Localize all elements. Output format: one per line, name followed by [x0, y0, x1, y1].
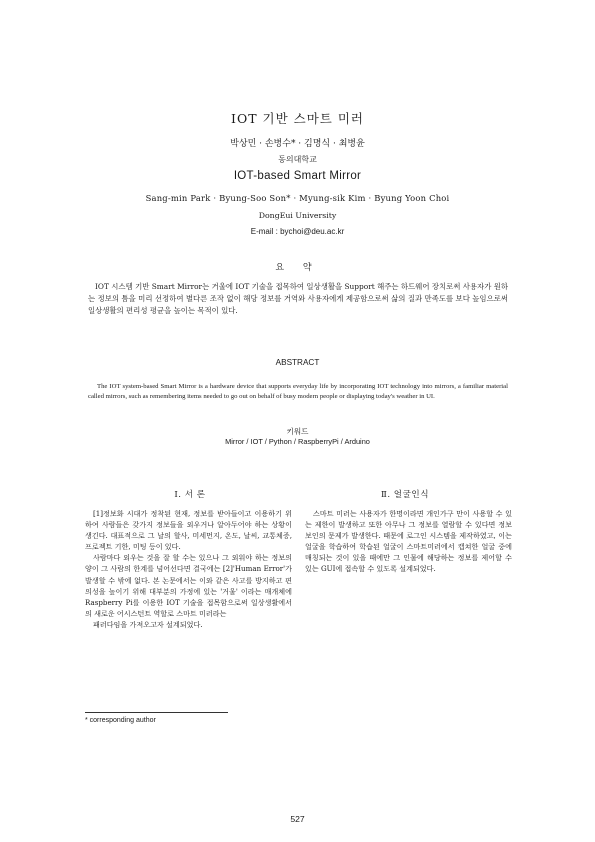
section-body-introduction	[85, 508, 292, 630]
authors-korean: 박상민 · 손병수* · 김명식 · 최병윤	[230, 139, 365, 149]
paragraph: 패러다임을 가져오고자 설계되었다.	[93, 619, 203, 629]
paragraph: 사람마다 외우는 것을 잘 할 수는 있으나 그 외워야 하는 정보의 양이 그 사람의 한계를 넘어선다면 결국에는 [2]'Human Error'가 발생할 수 밖에 없다. 본 논문에서는 이와 같은 사고를 방지하고 편의성을 높이기 위해 대부분의 가정에 있는 '거울' 이라는 매개체에 Raspberry Pi를 이용한 IOT 기술을 접목함으로써 일상생활에서의 새로운 어시스턴트 역할로 스마트 미러라는	[85, 553, 292, 618]
section-heading-introduction: Ⅰ. 서 론	[174, 490, 206, 500]
title-english: IOT-based Smart Mirror	[233, 170, 362, 182]
authors-english: Sang-min Park · Byung-Soo Son* · Myung-sik Kim · Byung Yoon Choi	[145, 193, 450, 203]
abstract-english: The IOT system-based Smart Mirror is a hardware device that supports everyday life by incorporating IOT technology into mirrors, a familiar material called mirrors, such as remembering items needed to go out on behalf of busy modern people or displaying today's weather in UI.	[88, 383, 508, 400]
affiliation-korean: 동의대학교	[278, 155, 317, 164]
abstract-korean-heading: 요 약	[275, 263, 320, 273]
abstract-korean: IOT 시스템 기반 Smart Mirror는 거울에 IOT 기술을 접목하여 일상생활을 Support 해주는 하드웨어 장치로써 사용자가 원하는 정보의 틈을 미리 선정하여 별다른 조작 없이 해당 정보를 거역와 사용자에게 제공함으로써 삶의 질과 만족도를 보다 높임으로써 일상생활의 편리성 평균을 높이는 목적이 있다.	[88, 282, 508, 315]
abstract-english-heading: ABSTRACT	[275, 358, 320, 367]
footnote: * corresponding author	[85, 717, 156, 724]
keywords: Mirror / IOT / Python / RaspberryPi / Arduino	[225, 437, 370, 446]
keywords-heading: 키워드	[286, 427, 309, 436]
affiliation-english: DongEui University	[258, 211, 337, 220]
title-korean: IOT 기반 스마트 미러	[231, 111, 364, 126]
section-heading-face-recognition: Ⅱ. 얼굴인식	[380, 490, 429, 500]
section-body-face-recognition	[305, 508, 512, 575]
email-address: E-mail : bychoi@deu.ac.kr	[250, 227, 345, 236]
page-number: 527	[290, 814, 305, 824]
footnote-rule	[85, 712, 228, 713]
paragraph: 스마트 미러는 사용자가 한명이라면 개인가구 만이 사용할 수 있는 제한이 발생하고 또한 아무나 그 정보를 열람할 수 있다면 정보보인의 문제가 발생한다. 때문에 로그인 시스템을 제작하였고, 이는 얼굴을 학습하여 학습된 얼굴이 스마트미러에서 캡쳐한 얼굴 중에 매칭되는 것이 있을 때에만 그 인물에 해당하는 정보를 제어할 수 있는 GUI에 접속할 수 있도록 설계되었다.	[305, 509, 512, 574]
paragraph: [1]정보화 시대가 정착된 현재, 정보를 받아들이고 이용하기 위하여 사람들은 갖가지 정보들을 외우거나 알아두어야 하는 상황이 생긴다. 대표적으로 그 날의 할사, 미세먼지, 온도, 날씨, 교통체증, 프로젝트 기한, 미팅 등이 있다.	[85, 509, 292, 552]
